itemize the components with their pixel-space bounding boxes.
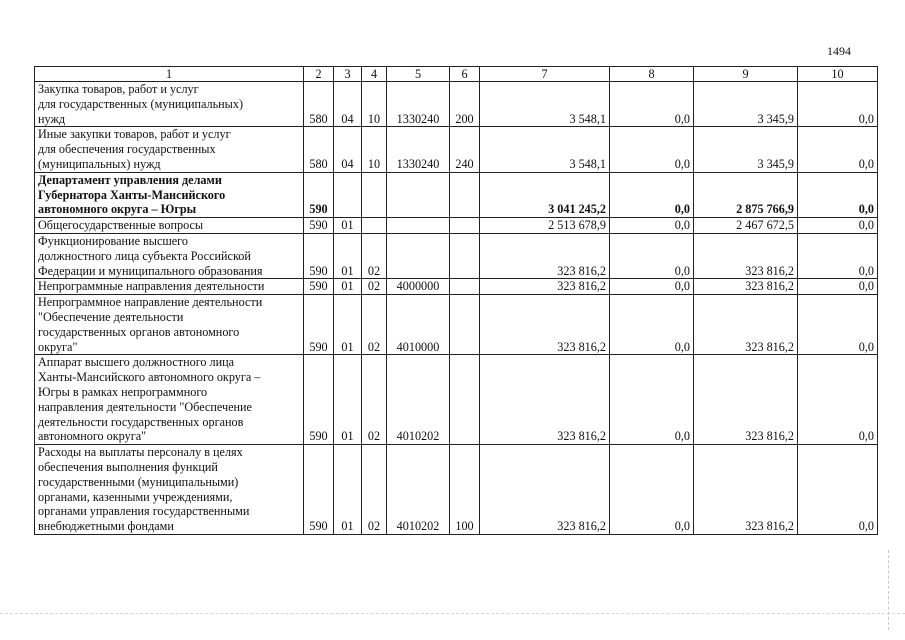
cell-amount-7: 3 548,1 — [480, 82, 610, 127]
cell-target-article: 1330240 — [387, 82, 450, 127]
cell-amount-8: 0,0 — [610, 445, 694, 535]
column-header: 1 — [35, 67, 304, 82]
cell-subsection: 02 — [362, 355, 387, 445]
cell-amount-10: 0,0 — [798, 127, 878, 172]
cell-amount-8: 0,0 — [610, 127, 694, 172]
cell-amount-7: 3 041 245,2 — [480, 172, 610, 217]
cell-subsection: 10 — [362, 127, 387, 172]
cell-ministry-code: 590 — [304, 279, 334, 295]
cell-subsection: 02 — [362, 295, 387, 355]
cell-expense-type: 240 — [450, 127, 480, 172]
cell-subsection: 02 — [362, 233, 387, 278]
column-header: 5 — [387, 67, 450, 82]
cell-amount-10: 0,0 — [798, 233, 878, 278]
cell-subsection: 02 — [362, 445, 387, 535]
cell-ministry-code: 590 — [304, 295, 334, 355]
table-row — [35, 279, 878, 295]
cell-section: 01 — [334, 279, 362, 295]
cell-expense-type — [450, 355, 480, 445]
cell-amount-7: 323 816,2 — [480, 233, 610, 278]
cell-name: Департамент управления делами Губернатора Ханты-Мансийского автономного округа – Югры — [35, 172, 304, 217]
cell-amount-9: 2 875 766,9 — [694, 172, 798, 217]
cell-amount-9: 323 816,2 — [694, 445, 798, 535]
cell-amount-8: 0,0 — [610, 295, 694, 355]
cell-name: Иные закупки товаров, работ и услуг для обеспечения государственных (муниципальных) нужд — [35, 127, 304, 172]
column-header: 10 — [798, 67, 878, 82]
cell-amount-7: 323 816,2 — [480, 279, 610, 295]
column-header: 8 — [610, 67, 694, 82]
table-row — [35, 82, 878, 127]
cell-amount-9: 323 816,2 — [694, 279, 798, 295]
cell-amount-7: 2 513 678,9 — [480, 218, 610, 234]
cell-section — [334, 172, 362, 217]
cell-section: 04 — [334, 127, 362, 172]
column-header: 3 — [334, 67, 362, 82]
cell-section: 01 — [334, 445, 362, 535]
cell-amount-9: 323 816,2 — [694, 295, 798, 355]
table-row — [35, 172, 878, 217]
cell-amount-8: 0,0 — [610, 279, 694, 295]
cell-name: Функционирование высшего должностного лица субъекта Российской Федерации и муниципального образования — [35, 233, 304, 278]
cell-ministry-code: 590 — [304, 355, 334, 445]
table-row — [35, 295, 878, 355]
cell-expense-type: 200 — [450, 82, 480, 127]
cell-expense-type — [450, 279, 480, 295]
table-body — [35, 82, 878, 535]
column-header: 2 — [304, 67, 334, 82]
cell-target-article: 4010202 — [387, 445, 450, 535]
table-row — [35, 355, 878, 445]
cell-section: 01 — [334, 355, 362, 445]
cell-amount-9: 323 816,2 — [694, 355, 798, 445]
page-number: 1494 — [827, 44, 851, 58]
cell-amount-9: 323 816,2 — [694, 233, 798, 278]
cell-target-article: 4000000 — [387, 279, 450, 295]
cell-target-article: 4010000 — [387, 295, 450, 355]
cell-name: Закупка товаров, работ и услуг для государственных (муниципальных) нужд — [35, 82, 304, 127]
scan-artifact-line — [0, 613, 905, 614]
cell-ministry-code: 590 — [304, 218, 334, 234]
table-row — [35, 233, 878, 278]
cell-amount-7: 323 816,2 — [480, 355, 610, 445]
cell-target-article: 4010202 — [387, 355, 450, 445]
cell-amount-7: 323 816,2 — [480, 445, 610, 535]
cell-subsection — [362, 218, 387, 234]
cell-ministry-code: 590 — [304, 233, 334, 278]
cell-amount-8: 0,0 — [610, 172, 694, 217]
cell-amount-10: 0,0 — [798, 172, 878, 217]
cell-amount-7: 3 548,1 — [480, 127, 610, 172]
header-row — [35, 67, 878, 82]
cell-target-article — [387, 218, 450, 234]
cell-amount-8: 0,0 — [610, 82, 694, 127]
cell-subsection — [362, 172, 387, 217]
cell-section: 01 — [334, 218, 362, 234]
cell-name: Аппарат высшего должностного лица Ханты-Мансийского автономного округа – Югры в рамках непрограммного направления деятельности "Обеспечение деятельности государственных органов автономного округа" — [35, 355, 304, 445]
budget-table — [34, 66, 878, 535]
cell-expense-type: 100 — [450, 445, 480, 535]
cell-subsection: 10 — [362, 82, 387, 127]
cell-amount-10: 0,0 — [798, 355, 878, 445]
cell-name: Непрограммные направления деятельности — [35, 279, 304, 295]
cell-expense-type — [450, 233, 480, 278]
column-header: 7 — [480, 67, 610, 82]
cell-ministry-code: 590 — [304, 172, 334, 217]
cell-amount-8: 0,0 — [610, 218, 694, 234]
column-header: 6 — [450, 67, 480, 82]
cell-amount-10: 0,0 — [798, 445, 878, 535]
cell-amount-9: 2 467 672,5 — [694, 218, 798, 234]
cell-section: 01 — [334, 233, 362, 278]
cell-ministry-code: 580 — [304, 127, 334, 172]
table-row — [35, 218, 878, 234]
cell-name: Непрограммное направление деятельности "Обеспечение деятельности государственных органов автономного округа" — [35, 295, 304, 355]
cell-ministry-code: 590 — [304, 445, 334, 535]
cell-amount-8: 0,0 — [610, 233, 694, 278]
cell-section: 04 — [334, 82, 362, 127]
cell-target-article — [387, 172, 450, 217]
cell-amount-8: 0,0 — [610, 355, 694, 445]
cell-expense-type — [450, 172, 480, 217]
column-header: 4 — [362, 67, 387, 82]
table-row — [35, 127, 878, 172]
column-header: 9 — [694, 67, 798, 82]
table-row — [35, 445, 878, 535]
cell-amount-7: 323 816,2 — [480, 295, 610, 355]
cell-expense-type — [450, 218, 480, 234]
cell-amount-9: 3 345,9 — [694, 127, 798, 172]
cell-amount-9: 3 345,9 — [694, 82, 798, 127]
cell-target-article — [387, 233, 450, 278]
cell-ministry-code: 580 — [304, 82, 334, 127]
cell-subsection: 02 — [362, 279, 387, 295]
cell-name: Общегосударственные вопросы — [35, 218, 304, 234]
cell-amount-10: 0,0 — [798, 295, 878, 355]
cell-amount-10: 0,0 — [798, 279, 878, 295]
scan-artifact-mark — [888, 550, 889, 630]
cell-name: Расходы на выплаты персоналу в целях обеспечения выполнения функций государственными (муниципальными) органами, казенными учреждениями, органами управления государственными внебюджетными фондами — [35, 445, 304, 535]
cell-target-article: 1330240 — [387, 127, 450, 172]
cell-expense-type — [450, 295, 480, 355]
cell-amount-10: 0,0 — [798, 82, 878, 127]
cell-amount-10: 0,0 — [798, 218, 878, 234]
cell-section: 01 — [334, 295, 362, 355]
